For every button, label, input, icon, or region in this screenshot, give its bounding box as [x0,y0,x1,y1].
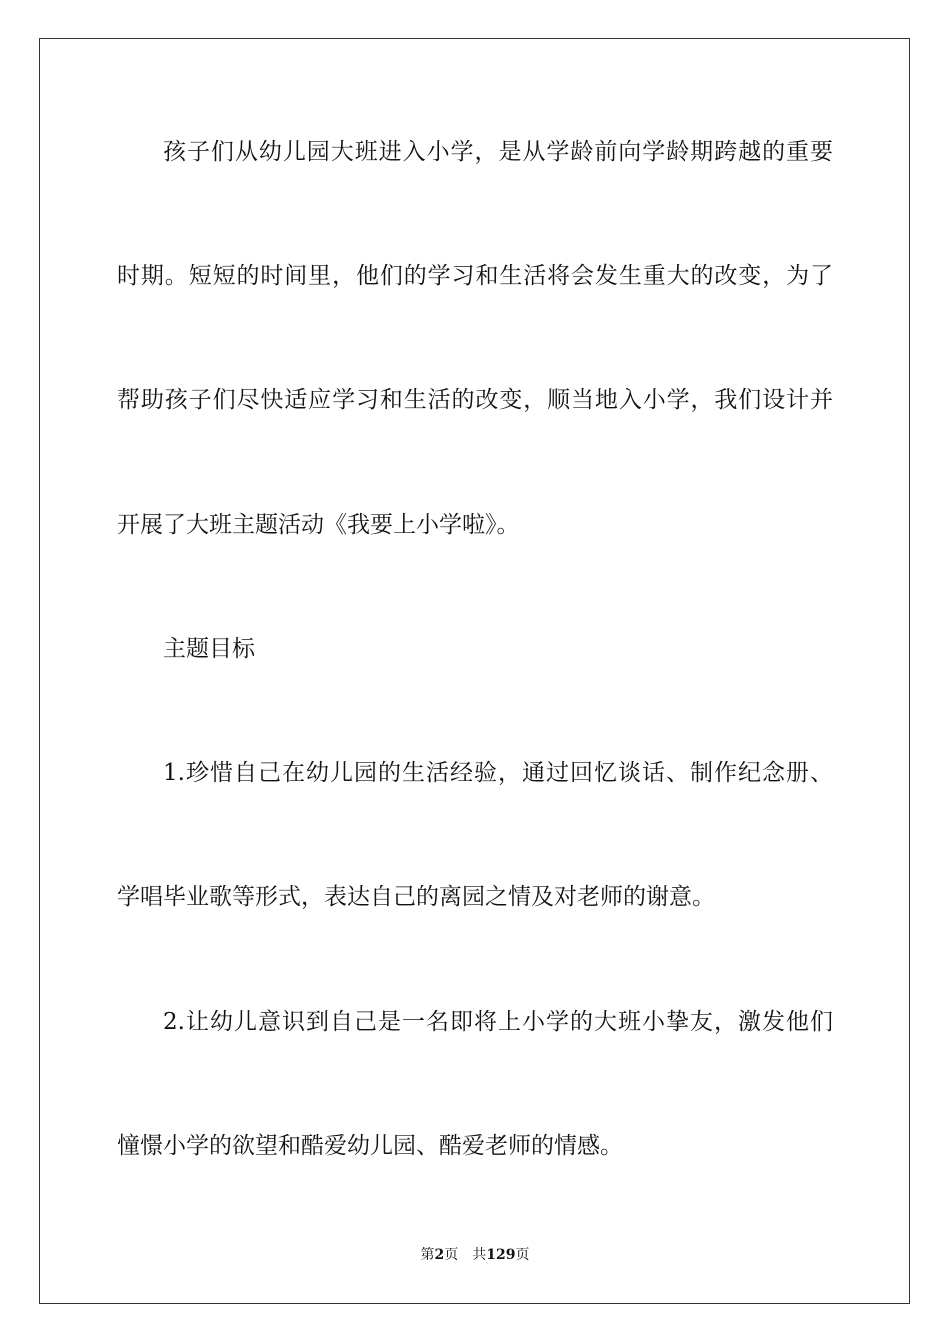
footer-total-suffix: 页 [515,1247,530,1263]
footer-total-pages: 129 [486,1247,516,1263]
footer-page-suffix: 页 [444,1247,459,1263]
footer-page-number: 2 [434,1247,445,1263]
footer-page-prefix: 第 [420,1247,435,1263]
page-footer [0,1245,950,1265]
footer-total-prefix: 共 [472,1247,487,1263]
paragraph-intro-line-4: 开展了大班主题活动《我要上小学啦》。 [117,512,520,538]
goal-2-line-2: 憧憬小学的欲望和酷爱幼儿园、酷爱老师的情感。 [117,1133,623,1159]
goal-1-line-2: 学唱毕业歌等形式，表达自己的离园之情及对老师的谢意。 [117,884,715,910]
paragraph-intro-line-2: 时期。短短的时间里，他们的学习和生活将会发生重大的改变，为了 [117,263,833,289]
section-heading-goals: 主题目标 [163,636,255,662]
goal-1-line-1: 1.珍惜自己在幼儿园的生活经验，通过回忆谈话、制作纪念册、 [163,760,833,786]
paragraph-intro-line-3: 帮助孩子们尽快适应学习和生活的改变，顺当地入小学，我们设计并 [117,387,833,413]
page-border [39,38,910,1304]
paragraph-intro-line-1: 孩子们从幼儿园大班进入小学，是从学龄前向学龄期跨越的重要 [163,139,833,165]
goal-2-line-1: 2.让幼儿意识到自己是一名即将上小学的大班小挚友，激发他们 [163,1009,833,1035]
